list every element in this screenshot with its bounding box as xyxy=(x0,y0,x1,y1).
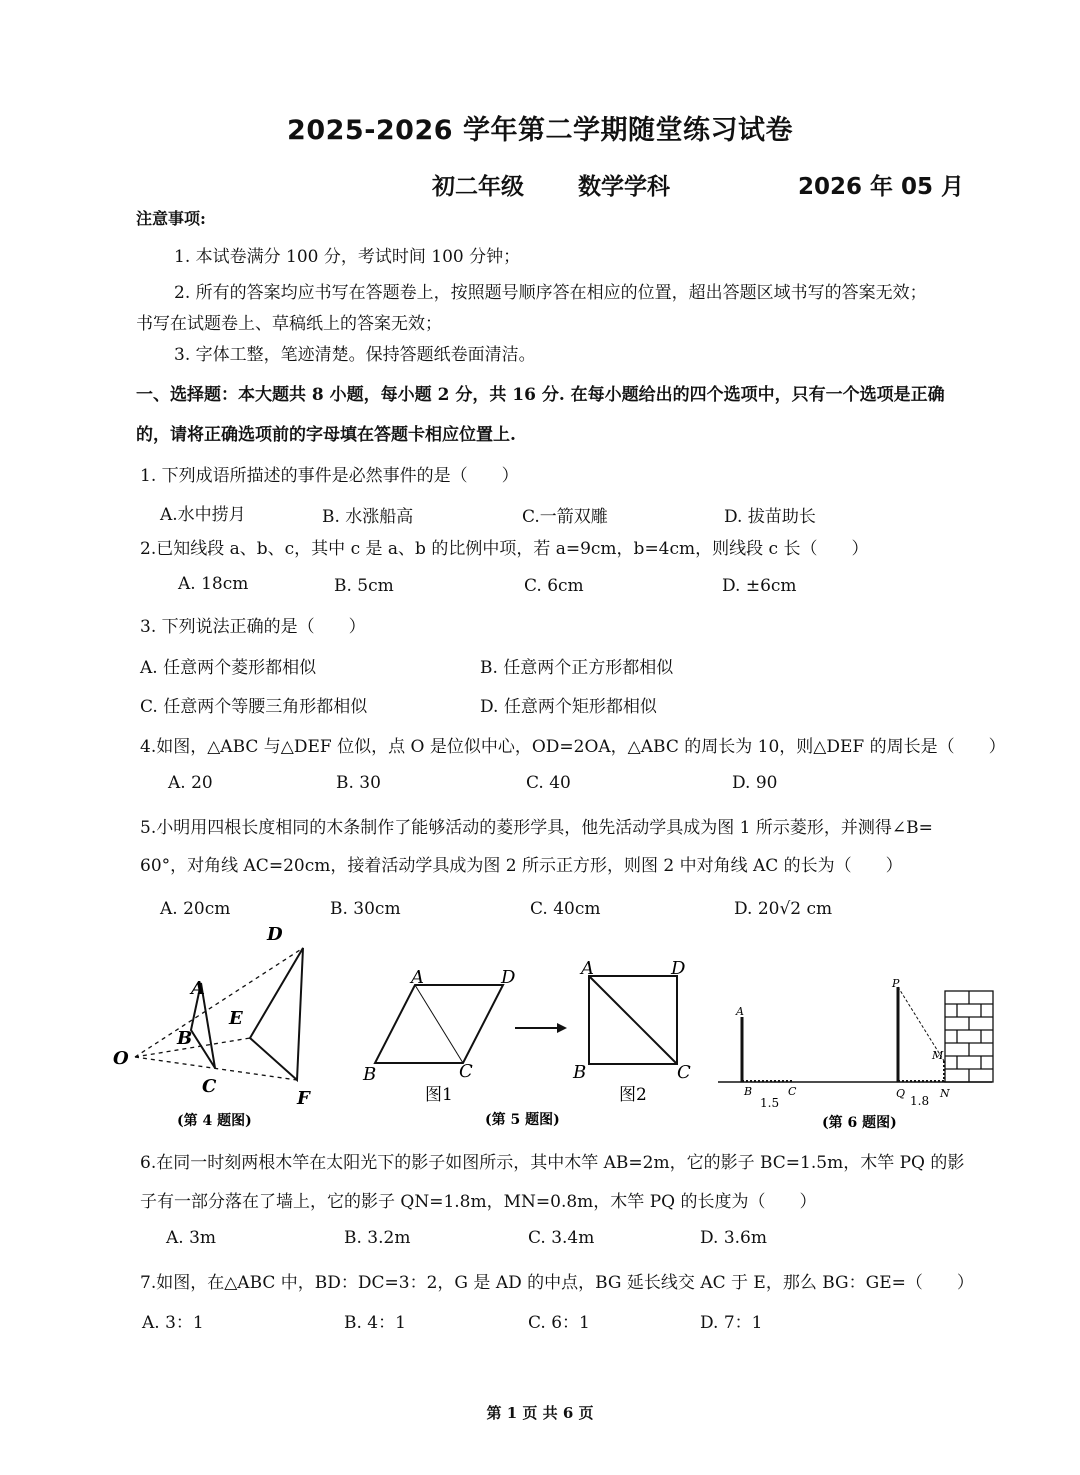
fig6-bc-length: 1.5 xyxy=(760,1096,780,1110)
fig2-caption: 图2 xyxy=(619,1085,647,1105)
notice-item-2-cont: 书写在试题卷上、草稿纸上的答案无效； xyxy=(136,314,442,334)
notice-heading: 注意事项: xyxy=(136,209,206,228)
fig6-label-q: Q xyxy=(896,1087,906,1100)
q3-option-b: B. 任意两个正方形都相似 xyxy=(480,658,674,678)
question-7-stem: 7.如图，在△ABC 中，BD：DC=3：2，G 是 AD 的中点，BG 延长线交 AC 于 E，那么 BG：GE=（ ） xyxy=(140,1273,974,1293)
q1-option-d: D. 拔苗助长 xyxy=(724,507,816,527)
question-5-stem-cont: 60°，对角线 AC=20cm，接着活动学具成为图 2 所示正方形，则图 2 中对角线 AC 的长为（ ） xyxy=(140,856,903,876)
q7-option-d: D. 7：1 xyxy=(700,1313,763,1333)
q4-option-a: A. 20 xyxy=(168,773,213,793)
question-5-stem: 5.小明用四根长度相同的木条制作了能够活动的菱形学具，他先活动学具成为图 1 所示菱形，并测得∠B= xyxy=(140,818,933,838)
label-f: F xyxy=(297,1088,310,1109)
fig6-label-a: A xyxy=(736,1005,744,1018)
fig6-label-n: N xyxy=(940,1087,950,1100)
fig2-label-c: C xyxy=(677,1062,691,1083)
q1-option-b: B. 水涨船高 xyxy=(322,507,414,527)
q7-option-b: B. 4：1 xyxy=(344,1313,406,1333)
q5-option-a: A. 20cm xyxy=(160,899,231,919)
notice-item-3: 3. 字体工整，笔迹清楚。保持答题纸卷面清洁。 xyxy=(174,345,536,365)
q7-option-a: A. 3：1 xyxy=(142,1313,204,1333)
question-2-stem: 2.已知线段 a、b、c，其中 c 是 a、b 的比例中项，若 a=9cm，b=4cm，则线段 c 长（ ） xyxy=(140,539,869,559)
brick-wall xyxy=(945,991,993,1082)
fig2-label-a: A xyxy=(581,958,594,979)
label-e: E xyxy=(229,1008,243,1029)
q4-option-b: B. 30 xyxy=(336,773,381,793)
q6-option-b: B. 3.2m xyxy=(344,1228,411,1248)
section-1-instruction-cont: 的，请将正确选项前的字母填在答题卡相应位置上. xyxy=(136,425,516,445)
figure-6-caption: (第 6 题图) xyxy=(822,1115,897,1131)
figure-q5-rhombus-square xyxy=(355,950,705,1135)
q2-option-c: C. 6cm xyxy=(524,576,584,596)
fig6-label-c: C xyxy=(788,1085,797,1098)
figure-5-caption: (第 5 题图) xyxy=(485,1112,560,1128)
question-4-stem: 4.如图，△ABC 与△DEF 位似，点 O 是位似中心，OD=2OA，△ABC 的周长为 10，则△DEF 的周长是（ ） xyxy=(140,737,1006,757)
fig1-label-a: A xyxy=(411,967,424,988)
q6-option-a: A. 3m xyxy=(166,1228,217,1248)
label-o: O xyxy=(113,1048,129,1069)
fig1-label-c: C xyxy=(459,1061,473,1082)
q3-option-a: A. 任意两个菱形都相似 xyxy=(140,658,317,678)
q6-option-c: C. 3.4m xyxy=(528,1228,595,1248)
label-b: B xyxy=(177,1028,193,1049)
q3-option-d: D. 任意两个矩形都相似 xyxy=(480,697,657,717)
page-number: 第 1 页 共 6 页 xyxy=(486,1404,594,1422)
fig1-caption: 图1 xyxy=(425,1085,453,1105)
q5-option-d: D. 20√2 cm xyxy=(734,899,833,919)
q5-option-b: B. 30cm xyxy=(330,899,401,919)
fig1-label-b: B xyxy=(363,1064,377,1085)
fig2-label-d: D xyxy=(671,958,686,979)
figure-q6-shadows xyxy=(712,975,1002,1135)
figure-q4-homothety xyxy=(105,918,330,1133)
label-d: D xyxy=(267,924,283,945)
exam-date: 2026 年 05 月 xyxy=(798,174,965,200)
question-6-stem: 6.在同一时刻两根木竿在太阳光下的影子如图所示，其中木竿 AB=2m，它的影子 BC=1.5m，木竿 PQ 的影 xyxy=(140,1153,965,1173)
fig6-label-p: P xyxy=(892,977,900,990)
label-a: A xyxy=(191,978,205,999)
fig6-qn-length: 1.8 xyxy=(910,1094,930,1108)
q4-option-c: C. 40 xyxy=(526,773,571,793)
fig6-label-m: M xyxy=(932,1049,944,1062)
q4-option-d: D. 90 xyxy=(732,773,778,793)
question-6-stem-cont: 子有一部分落在了墙上，它的影子 QN=1.8m，MN=0.8m，木竿 PQ 的长度为（ ） xyxy=(140,1192,817,1212)
figure-4-caption: (第 4 题图) xyxy=(177,1113,252,1129)
q1-option-c: C.一箭双雕 xyxy=(522,507,608,527)
q1-option-a: A.水中捞月 xyxy=(160,505,246,525)
q3-option-c: C. 任意两个等腰三角形都相似 xyxy=(140,697,368,717)
grade-label: 初二年级 xyxy=(432,174,524,200)
q2-option-b: B. 5cm xyxy=(334,576,394,596)
fig6-label-b: B xyxy=(744,1085,753,1098)
subject-label: 数学学科 xyxy=(578,174,670,200)
exam-title: 2025-2026 学年第二学期随堂练习试卷 xyxy=(287,115,793,146)
q6-option-d: D. 3.6m xyxy=(700,1228,767,1248)
question-3-stem: 3. 下列说法正确的是（ ） xyxy=(140,617,366,637)
q2-option-d: D. ±6cm xyxy=(722,576,797,596)
notice-item-2: 2. 所有的答案均应书写在答题卷上，按照题号顺序答在相应的位置，超出答题区域书写的答案无效； xyxy=(174,283,927,303)
q7-option-c: C. 6：1 xyxy=(528,1313,590,1333)
notice-item-1: 1. 本试卷满分 100 分，考试时间 100 分钟； xyxy=(174,247,521,267)
q5-option-c: C. 40cm xyxy=(530,899,601,919)
fig1-label-d: D xyxy=(501,967,516,988)
label-c: C xyxy=(202,1076,217,1097)
section-1-instruction: 一、选择题：本大题共 8 小题，每小题 2 分，共 16 分. 在每小题给出的四个选项中，只有一个选项是正确 xyxy=(136,385,945,405)
q2-option-a: A. 18cm xyxy=(178,574,249,594)
fig2-label-b: B xyxy=(573,1062,587,1083)
question-1-stem: 1. 下列成语所描述的事件是必然事件的是（ ） xyxy=(140,466,519,486)
